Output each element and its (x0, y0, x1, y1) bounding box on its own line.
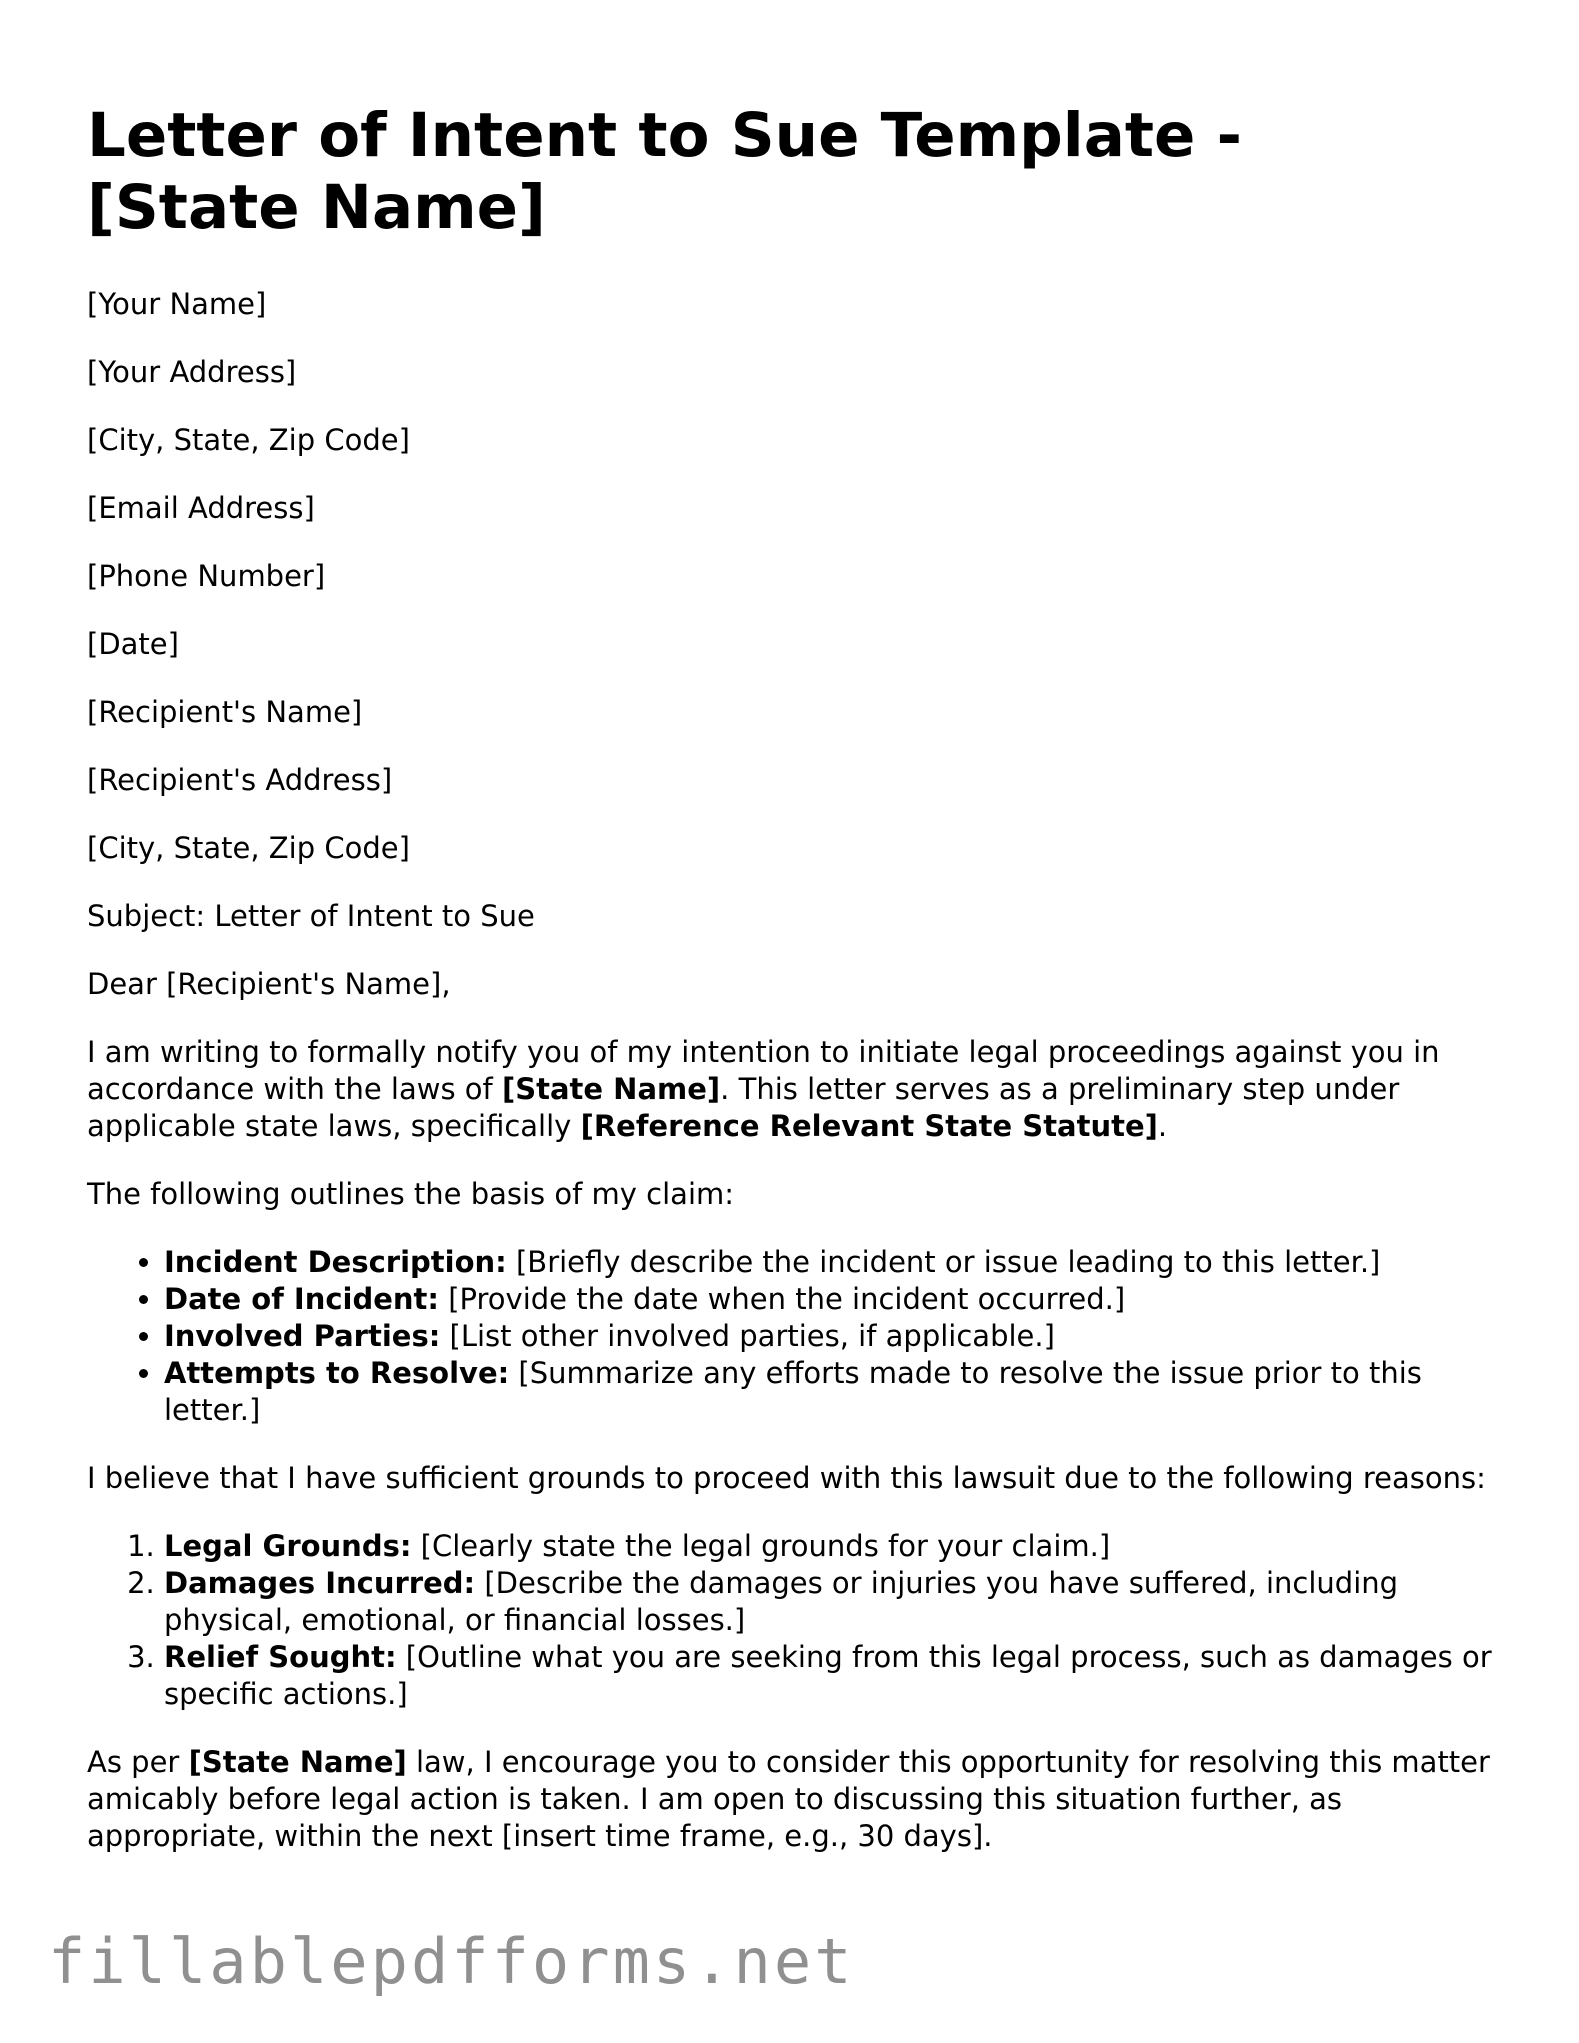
list-item (164, 1318, 1507, 1355)
page-title: Letter of Intent to Sue Template - [State Name] (87, 100, 1242, 243)
item-text: [Outline what you are seeking from this legal process, such as damages or specific actions.] (164, 1640, 1492, 1711)
watermark: fillablepdfforms.net (48, 1925, 855, 1998)
item-text: [List other involved parties, if applicable.] (440, 1319, 1055, 1353)
sender-phone: [Phone Number] (87, 559, 326, 593)
list-item (164, 1244, 1507, 1281)
closing-text-1: As per (87, 1745, 189, 1779)
item-label: Damages Incurred: (164, 1566, 476, 1600)
recipient-name: [Recipient's Name] (87, 695, 363, 729)
subject-line: Subject: Letter of Intent to Sue (87, 899, 535, 933)
intro-statute: [Reference Relevant State Statute] (580, 1109, 1158, 1143)
list-item (164, 1565, 1507, 1639)
intro-paragraph (87, 1034, 1507, 1145)
intro-state-name: [State Name] (501, 1072, 721, 1106)
item-text: [Briefly describe the incident or issue leading to this letter.] (506, 1245, 1381, 1279)
item-label: Relief Sought: (164, 1640, 397, 1674)
list-item (164, 1639, 1507, 1713)
basis-list (87, 1244, 1507, 1429)
sender-name: [Your Name] (87, 287, 267, 321)
intro-text-2: . This letter serves as a preliminary step under applicable state laws, specifically (87, 1072, 1400, 1143)
closing-state-name: [State Name] (188, 1745, 407, 1779)
closing-text-2: law, I encourage you to consider this opportunity for resolving this matter amicably before legal action is taken. I am open to discussing this situation further, as appropriate, within the next [insert time frame, e.g., 30 days]. (87, 1745, 1490, 1853)
item-label: Legal Grounds: (164, 1529, 412, 1563)
recipient-address: [Recipient's Address] (87, 763, 393, 797)
grounds-list (87, 1528, 1507, 1713)
basis-intro: The following outlines the basis of my claim: (87, 1177, 735, 1211)
item-text: [Clearly state the legal grounds for your claim.] (411, 1529, 1111, 1563)
list-item (164, 1355, 1507, 1429)
item-label: Date of Incident: (164, 1282, 440, 1316)
intro-text-1: I am writing to formally notify you of my intention to initiate legal proceedings against you in accordance with the laws of (87, 1035, 1440, 1106)
letter-document (87, 100, 1507, 1886)
letter-date: [Date] (87, 627, 179, 661)
item-label: Incident Description: (164, 1245, 507, 1279)
recipient-city-state-zip: [City, State, Zip Code] (87, 831, 410, 865)
item-label: Involved Parties: (164, 1319, 441, 1353)
greeting: Dear [Recipient's Name], (87, 967, 451, 1001)
list-item (164, 1528, 1507, 1565)
sender-city-state-zip: [City, State, Zip Code] (87, 423, 410, 457)
sender-email: [Email Address] (87, 491, 315, 525)
item-text: [Summarize any efforts made to resolve the issue prior to this letter.] (164, 1356, 1422, 1427)
sender-address: [Your Address] (87, 355, 297, 389)
grounds-intro: I believe that I have sufficient grounds to proceed with this lawsuit due to the following reasons: (87, 1461, 1486, 1495)
item-text: [Describe the damages or injuries you have suffered, including physical, emotional, or financial losses.] (164, 1566, 1399, 1637)
item-label: Attempts to Resolve: (164, 1356, 510, 1390)
closing-paragraph (87, 1744, 1507, 1855)
item-text: [Provide the date when the incident occurred.] (439, 1282, 1126, 1316)
list-item (164, 1281, 1507, 1318)
intro-text-3: . (1157, 1109, 1168, 1143)
